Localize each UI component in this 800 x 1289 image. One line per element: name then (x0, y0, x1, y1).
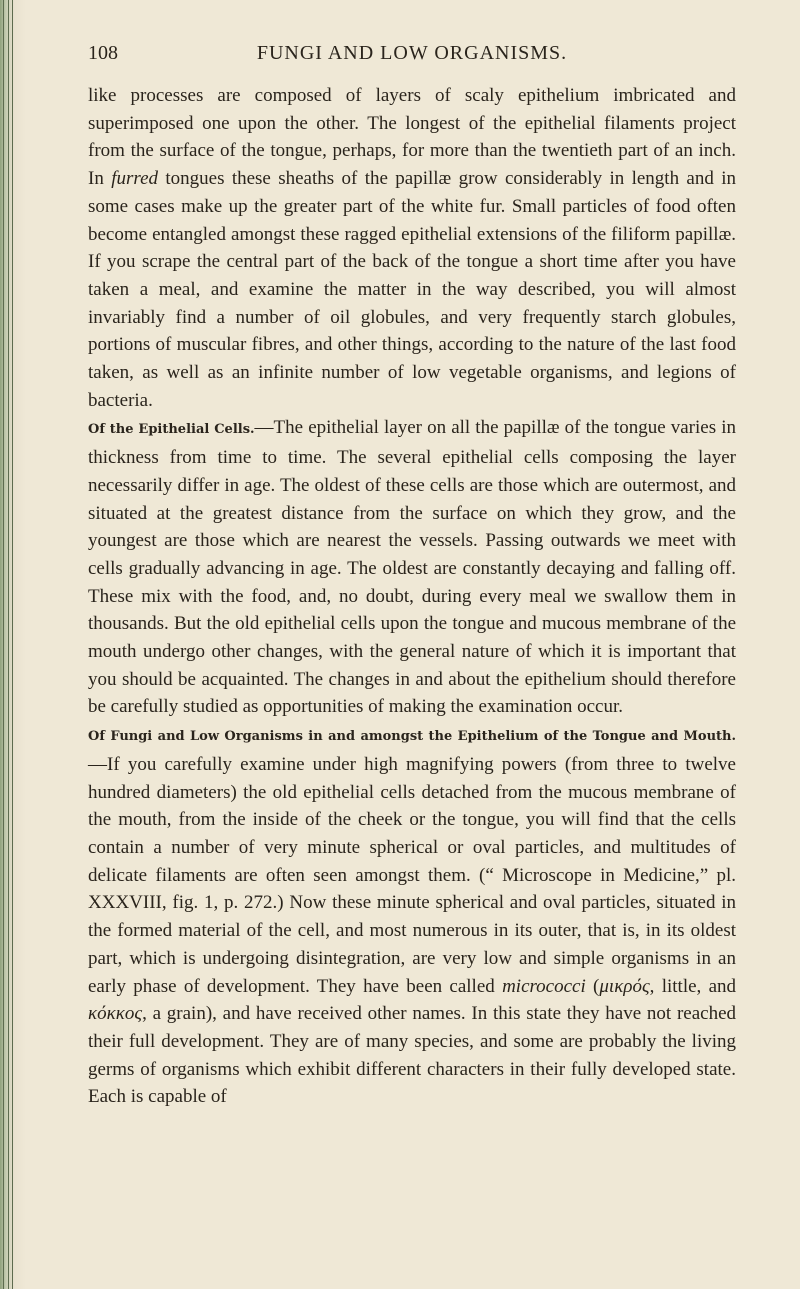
binding-stripe (3, 0, 4, 1289)
greek-word: κόκκος (88, 1003, 143, 1025)
italic-term: micrococci (502, 975, 586, 997)
section-heading: Of Fungi and Low Organisms in and amongst the Epithelium of the Tongue and Mouth. (88, 729, 736, 745)
page-number: 108 (88, 42, 118, 64)
running-title: FUNGI AND LOW ORGANISMS. (256, 42, 568, 64)
text-run: , little, and (649, 975, 736, 997)
book-binding-edge (0, 0, 26, 1289)
text-run: tongues these sheaths of the papillæ grow considerably in length and in some cases make up the greater part of the white fur. Small particles of food often become entangled amongst these ragged epithelial extensions of the filiform papillæ. If you scrape the central part of the back of the tongue a short time after you have taken a meal, and examine the matter in the way described, you will almost invariably find a number of oil globules, and very frequently starch globules, portions of muscular fibres, and other things, according to the nature of the last food taken, as well as an infinite number of low vegetable organisms, and legions of bacteria. (88, 168, 737, 411)
section-heading: Of the Epithelial Cells. (88, 422, 255, 438)
italic-term: furred (111, 168, 158, 190)
text-run: like processes are composed of layers of scaly epithelium imbricated and superimposed one upon the other. The longest of the epithelial filaments project from the surface of the tongue, perhaps, for more than the twentieth part of an inch. In (88, 85, 736, 190)
text-run: —The epithelial layer on all the papillæ of the tongue varies in thickness from time to time. The several epithelial cells composing the layer necessarily differ in age. The oldest of these cells are those which are outermost, and situated at the greatest distance from the surface on which they grow, and the youngest are those which are nearest the vessels. Passing outwards we meet with cells gradually advancing in age. The oldest are constantly decaying and falling off. These mix with the food, and, no doubt, during every meal we swallow them in thousands. But the old epithelial cells upon the tongue and mucous membrane of the mouth undergo other changes, with the general nature of which it is important that you should be acquainted. The changes in and about the epithelium should therefore be carefully studied as opportunities of making the examination occur. (88, 417, 736, 718)
text-run: ( (585, 975, 600, 997)
paragraph-1 (88, 82, 736, 414)
text-run: —If you carefully examine under high magnifying powers (from three to twelve hundred diameters) the old epithelial cells detached from the mucous membrane of the mouth, from the inside of the cheek or the tongue, you will find that the cells contain a number of very minute spherical or oval particles, and multitudes of delicate filaments are often seen amongst them. (“ Microscope in Medicine,” pl. XXXVIII, fig. 1, p. 272.) Now these minute spherical and oval particles, situated in the formed material of the cell, and most numerous in its outer, that is, in its oldest part, which is undergoing disintegration, are very low and simple organisms in an early phase of development. They have been called (88, 753, 736, 997)
binding-stripe (8, 0, 9, 1289)
page-header (88, 42, 736, 76)
body-text (88, 82, 736, 1111)
paragraph-3 (88, 721, 736, 1111)
text-run: , a grain), and have received other names. In this state they have not reached their full development. They are of many species, and some are probably the living germs of organisms which exhibit different characters in their fully developed state. Each is capable of (88, 1003, 736, 1108)
binding-stripe (12, 0, 13, 1289)
paragraph-2 (88, 414, 736, 721)
book-page (88, 42, 736, 1111)
greek-word: μικρός (599, 975, 650, 997)
